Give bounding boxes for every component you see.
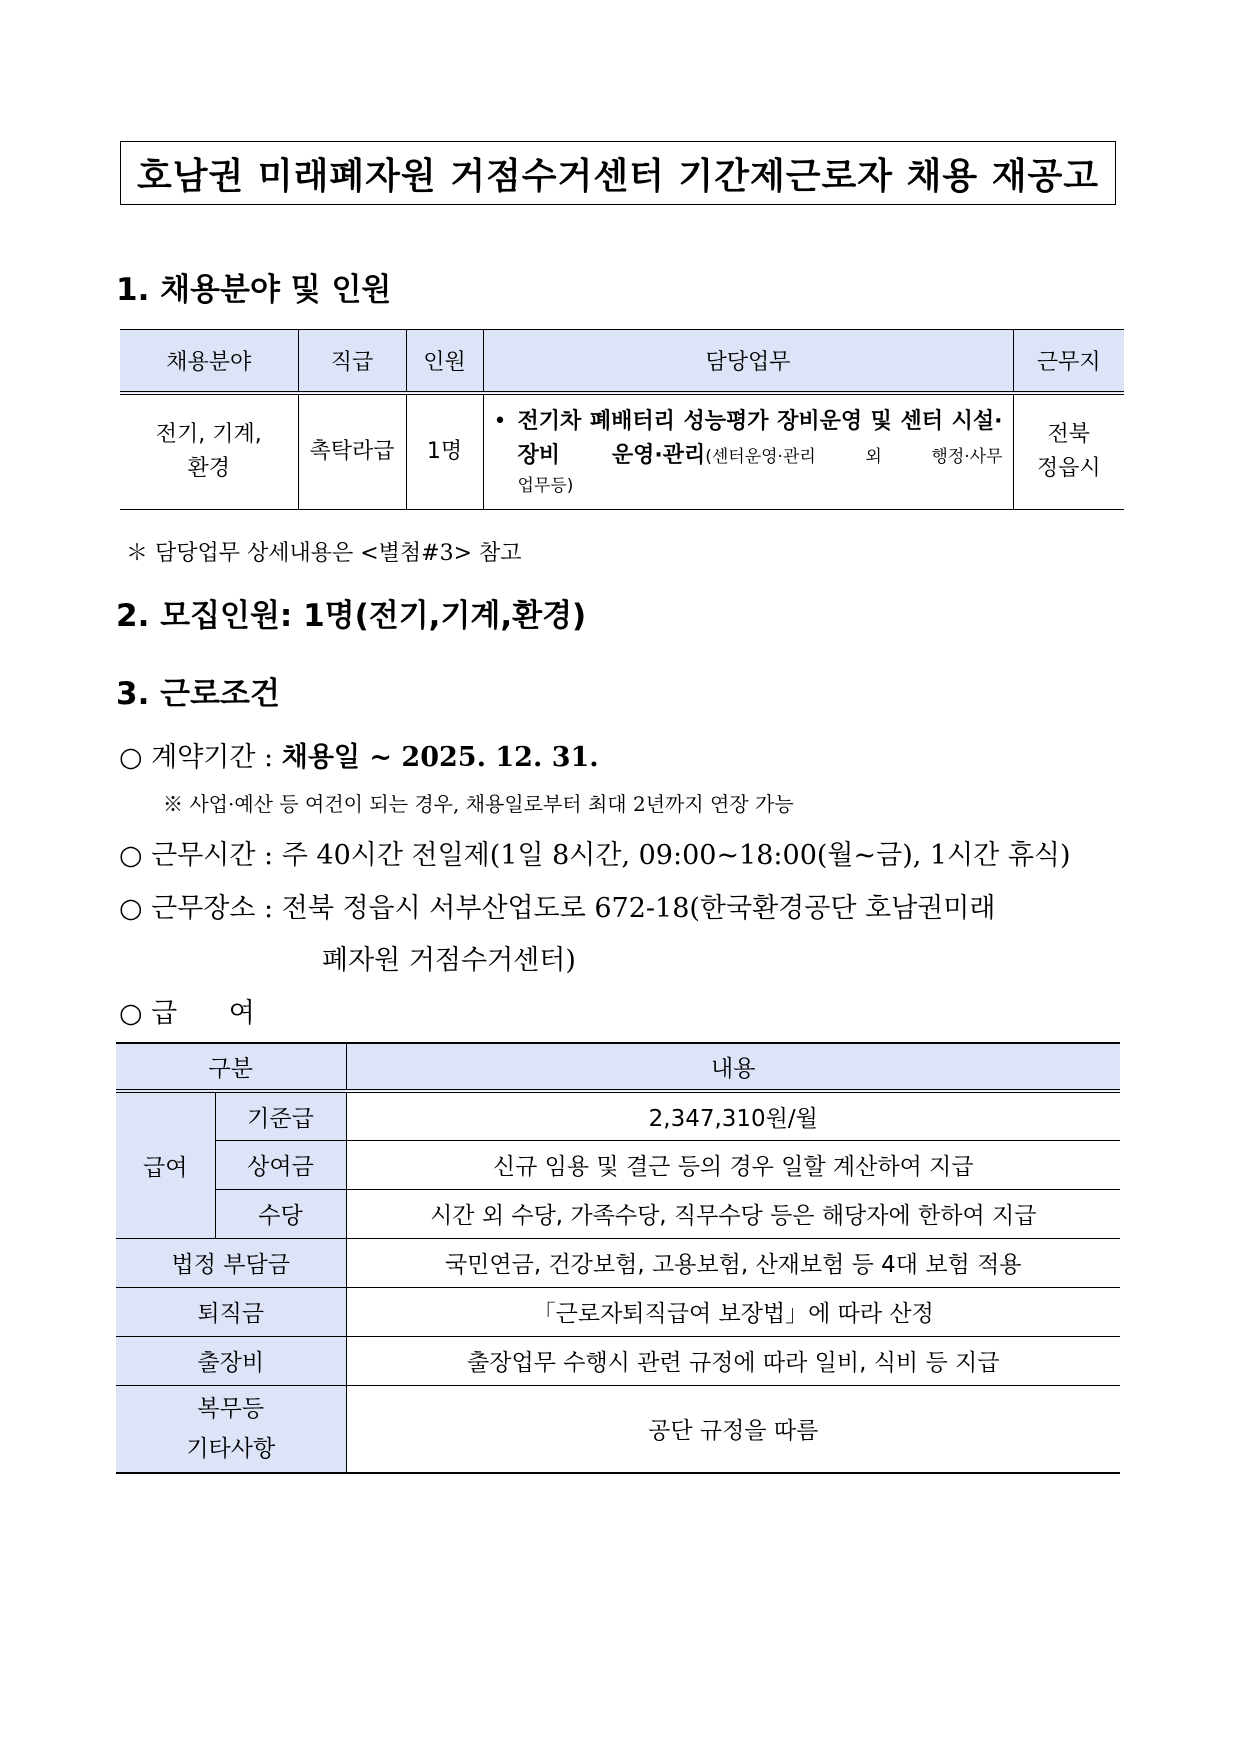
cell-grade: 촉탁라급 bbox=[298, 393, 406, 510]
contract-period bbox=[119, 735, 599, 774]
table-row bbox=[120, 393, 1124, 510]
header-grade: 직급 bbox=[298, 330, 406, 393]
header-category: 구분 bbox=[116, 1043, 346, 1091]
table-row bbox=[116, 1140, 1120, 1189]
salary-heading: ○ 급 여 bbox=[119, 998, 255, 1029]
contract-label: ○ 계약기간 : bbox=[119, 742, 274, 773]
row-content: 시간 외 수당, 가족수당, 직무수당 등은 해당자에 한하여 지급 bbox=[346, 1189, 1120, 1238]
header-location: 근무지 bbox=[1013, 330, 1124, 393]
duty-note: ＊ 담당업무 상세내용은 <별첨#3> 참고 bbox=[126, 541, 522, 566]
cell-count: 1명 bbox=[406, 393, 483, 510]
table-row bbox=[116, 1189, 1120, 1238]
recruitment-table-header bbox=[120, 330, 1124, 393]
duty-sub: (센터운영·관리 외 행정·사무 bbox=[705, 447, 1003, 468]
cell-duty bbox=[483, 393, 1013, 510]
row-label-line1: 복무등 bbox=[197, 1395, 265, 1422]
row-label bbox=[116, 1385, 346, 1473]
row-label: 기준급 bbox=[215, 1091, 346, 1140]
table-row bbox=[116, 1287, 1120, 1336]
section-2-heading: 2. 모집인원: 1명(전기,기계,환경) bbox=[116, 598, 587, 634]
row-content: 국민연금, 건강보험, 고용보험, 산재보험 등 4대 보험 적용 bbox=[346, 1238, 1120, 1287]
cell-location: 전북 정읍시 bbox=[1013, 393, 1124, 510]
duty-tail: 업무등) bbox=[517, 476, 574, 497]
table-row bbox=[116, 1336, 1120, 1385]
cell-field: 전기, 기계, 환경 bbox=[120, 393, 298, 510]
row-label: 상여금 bbox=[215, 1140, 346, 1189]
section-1-heading: 1. 채용분야 및 인원 bbox=[116, 272, 392, 308]
header-count: 인원 bbox=[406, 330, 483, 393]
row-content: 공단 규정을 따름 bbox=[346, 1385, 1120, 1473]
header-field: 채용분야 bbox=[120, 330, 298, 393]
duty-text bbox=[518, 405, 1003, 474]
row-content: 출장업무 수행시 관련 규정에 따라 일비, 식비 등 지급 bbox=[346, 1336, 1120, 1385]
header-duty: 담당업무 bbox=[483, 330, 1013, 393]
row-label: 수당 bbox=[215, 1189, 346, 1238]
salary-table bbox=[116, 1042, 1120, 1474]
work-hours: ○ 근무시간 : 주 40시간 전일제(1일 8시간, 09:00~18:00(월~금), 1시간 휴식) bbox=[119, 840, 1071, 871]
header-content: 내용 bbox=[346, 1043, 1120, 1091]
row-label-line2: 기타사항 bbox=[186, 1435, 276, 1462]
row-label: 출장비 bbox=[116, 1336, 346, 1385]
table-row bbox=[116, 1238, 1120, 1287]
table-row bbox=[116, 1091, 1120, 1140]
page-title: 호남권 미래폐자원 거점수거센터 기간제근로자 채용 재공고 bbox=[120, 141, 1116, 205]
table-row bbox=[116, 1385, 1120, 1473]
section-3-heading: 3. 근로조건 bbox=[116, 676, 280, 712]
work-place-line2: 폐자원 거점수거센터) bbox=[322, 945, 576, 976]
salary-table-header bbox=[116, 1043, 1120, 1091]
recruitment-table bbox=[120, 329, 1124, 510]
row-content: 2,347,310원/월 bbox=[346, 1091, 1120, 1140]
contract-value: 채용일 ~ 2025. 12. 31. bbox=[281, 742, 599, 773]
row-label: 법정 부담금 bbox=[116, 1238, 346, 1287]
row-label: 퇴직금 bbox=[116, 1287, 346, 1336]
salary-group-label: 급여 bbox=[116, 1091, 215, 1238]
row-content: 신규 임용 및 결근 등의 경우 일할 계산하여 지급 bbox=[346, 1140, 1120, 1189]
bullet: • bbox=[493, 409, 507, 435]
work-place-line1: ○ 근무장소 : 전북 정읍시 서부산업도로 672-18(한국환경공단 호남권미래 bbox=[119, 893, 996, 924]
row-content: 「근로자퇴직급여 보장법」에 따라 산정 bbox=[346, 1287, 1120, 1336]
contract-note: ※ 사업·예산 등 여건이 되는 경우, 채용일로부터 최대 2년까지 연장 가능 bbox=[163, 792, 794, 816]
duty-main: 전기차 폐배터리 성능평가 장비운영 및 센터 시설·장비 운영·관리 bbox=[517, 409, 1003, 469]
